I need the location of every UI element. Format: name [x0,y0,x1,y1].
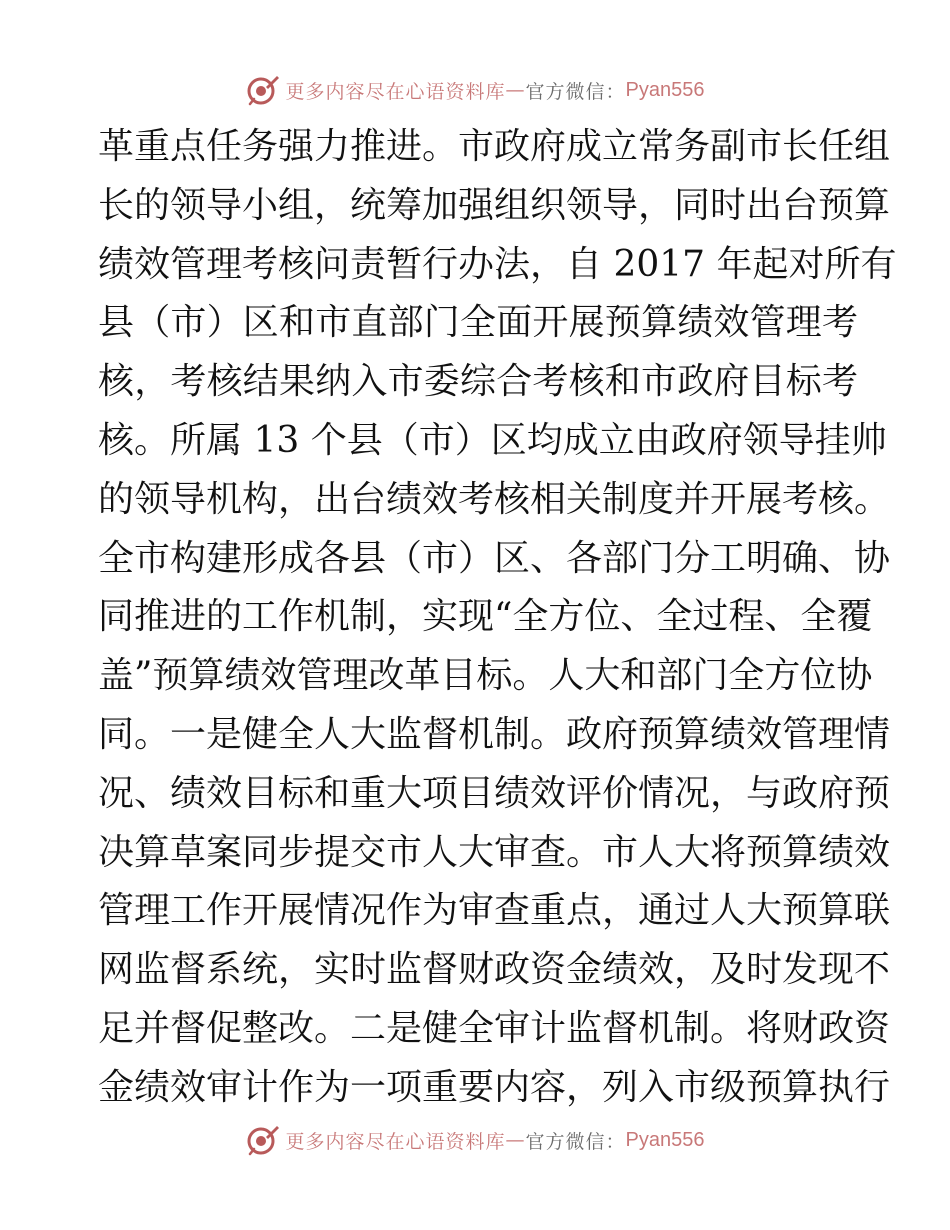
body-line: 同。一是健全人大监督机制。政府预算绩效管理情 [98,713,891,755]
body-line: 核。所属 13 个县（市）区均成立由政府领导挂帅 [98,419,887,461]
body-line: 管理工作开展情况作为审查重点，通过人大预算联 [98,890,891,932]
watermark-text [286,1127,705,1154]
watermark-wechat-id: Pyan556 [625,78,705,101]
pen-circle-logo-icon [246,1123,280,1157]
watermark-main-text: 更多内容尽在心语资料库 [285,80,506,103]
body-line: 长的领导小组，统筹加强组织领导，同时出台预算 [98,184,891,226]
body-line: 县（市）区和市直部门全面开展预算绩效管理考 [98,302,858,344]
watermark-separator: — [505,79,526,101]
body-line: 网监督系统，实时监督财政资金绩效，及时发现不 [98,949,891,991]
body-line: 革重点任务强力推进。市政府成立常务副市长任组 [98,126,891,167]
watermark-wechat-id: Pyan556 [625,1128,705,1151]
footer-watermark [0,1120,950,1160]
watermark-main-text: 更多内容尽在心语资料库 [285,1130,506,1153]
body-line: 全市构建形成各县（市）区、各部门分工明确、协 [98,537,891,579]
watermark-separator: — [505,1129,526,1151]
body-line: 同推进的工作机制，实现“全方位、全过程、全覆 [98,596,873,638]
body-line: 核，考核结果纳入市委综合考核和市政府目标考 [98,361,858,403]
watermark-wechat-label: 官方微信： [525,80,626,103]
body-line: 的领导机构，出台绩效考核相关制度并开展考核。 [98,478,891,520]
pen-circle-logo-icon [246,73,280,107]
body-line: 盖”预算绩效管理改革目标。人大和部门全方位协 [98,655,873,697]
document-body [98,118,897,1118]
body-line: 足并督促整改。二是健全审计监督机制。将财政资 [98,1007,891,1049]
body-line: 绩效管理考核问责暂行办法，自 2017 年起对所有 [98,243,897,285]
header-watermark [0,70,950,110]
watermark-text [286,77,705,104]
body-line: 况、绩效目标和重大项目绩效评价情况，与政府预 [98,772,891,814]
body-line: 金绩效审计作为一项重要内容，列入市级预算执行 [98,1066,891,1108]
body-line: 决算草案同步提交市人大审查。市人大将预算绩效 [98,831,891,873]
watermark-wechat-label: 官方微信： [525,1130,626,1153]
